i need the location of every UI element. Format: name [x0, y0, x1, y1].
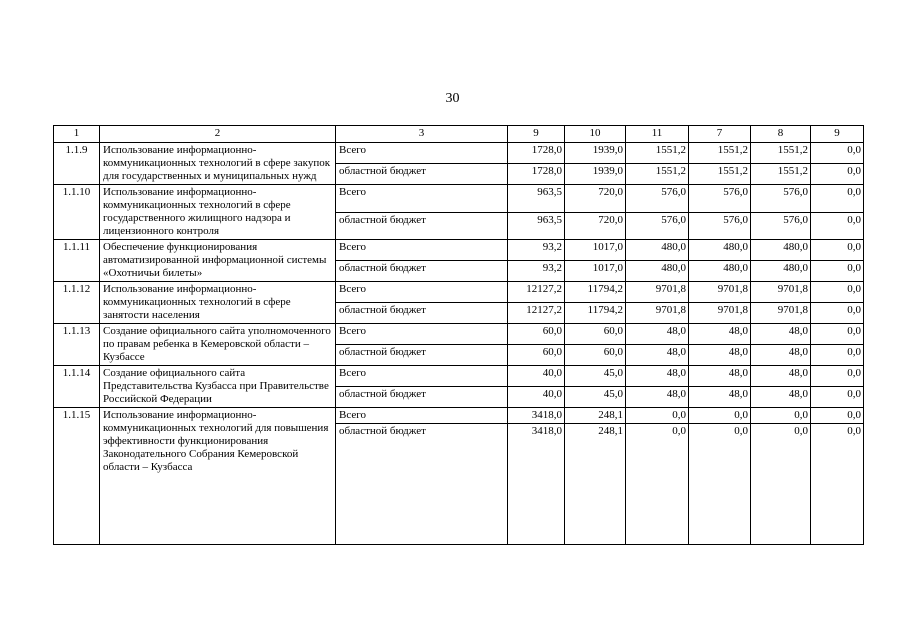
value-cell: 9701,8 — [689, 303, 751, 324]
value-cell: 480,0 — [626, 261, 689, 282]
value-cell: 0,0 — [811, 424, 864, 545]
value-cell: 1551,2 — [689, 143, 751, 164]
value-cell: 0,0 — [811, 185, 864, 213]
value-cell: 963,5 — [508, 212, 565, 240]
value-cell: 9701,8 — [751, 303, 811, 324]
funding-source: Всего — [336, 366, 508, 387]
header-cell: 10 — [565, 126, 626, 143]
funding-source: областной бюджет — [336, 424, 508, 545]
value-cell: 40,0 — [508, 366, 565, 387]
value-cell: 963,5 — [508, 185, 565, 213]
value-cell: 48,0 — [626, 366, 689, 387]
row-name: Использование информационно-коммуникационных технологий для повышения эффективности функционирования Законодательного Собрания Кемеровской области – Кузбасса — [100, 408, 336, 545]
value-cell: 48,0 — [626, 387, 689, 408]
funding-source: Всего — [336, 143, 508, 164]
value-cell: 0,0 — [626, 408, 689, 424]
funding-source: Всего — [336, 408, 508, 424]
row-name: Использование информационно-коммуникационных технологий в сфере занятости населения — [100, 282, 336, 324]
header-row — [54, 126, 864, 143]
value-cell: 60,0 — [508, 324, 565, 345]
value-cell: 12127,2 — [508, 303, 565, 324]
value-cell: 248,1 — [565, 424, 626, 545]
value-cell: 9701,8 — [689, 282, 751, 303]
value-cell: 576,0 — [689, 212, 751, 240]
row-code: 1.1.10 — [54, 185, 100, 240]
value-cell: 93,2 — [508, 261, 565, 282]
funding-source: Всего — [336, 324, 508, 345]
value-cell: 1939,0 — [565, 143, 626, 164]
value-cell: 576,0 — [689, 185, 751, 213]
value-cell: 0,0 — [689, 408, 751, 424]
value-cell: 48,0 — [689, 345, 751, 366]
value-cell: 576,0 — [751, 212, 811, 240]
row-name: Обеспечение функционирования автоматизированной информационной системы «Охотничьи билеты» — [100, 240, 336, 282]
table-row — [54, 366, 864, 387]
value-cell: 1728,0 — [508, 164, 565, 185]
value-cell: 0,0 — [811, 164, 864, 185]
value-cell: 48,0 — [689, 387, 751, 408]
value-cell: 48,0 — [689, 324, 751, 345]
value-cell: 1551,2 — [751, 143, 811, 164]
value-cell: 0,0 — [689, 424, 751, 545]
funding-source: областной бюджет — [336, 387, 508, 408]
value-cell: 480,0 — [626, 240, 689, 261]
value-cell: 480,0 — [751, 240, 811, 261]
value-cell: 93,2 — [508, 240, 565, 261]
page-number: 30 — [445, 91, 460, 106]
value-cell: 0,0 — [811, 261, 864, 282]
value-cell: 48,0 — [751, 366, 811, 387]
value-cell: 60,0 — [508, 345, 565, 366]
value-cell: 1939,0 — [565, 164, 626, 185]
row-name: Использование информационно-коммуникационных технологий в сфере закупок для государственных и муниципальных нужд — [100, 143, 336, 185]
funding-source: областной бюджет — [336, 303, 508, 324]
value-cell: 0,0 — [811, 345, 864, 366]
funding-source: областной бюджет — [336, 345, 508, 366]
row-code: 1.1.13 — [54, 324, 100, 366]
value-cell: 60,0 — [565, 345, 626, 366]
funding-source: областной бюджет — [336, 261, 508, 282]
value-cell: 480,0 — [689, 261, 751, 282]
table-row — [54, 240, 864, 261]
row-name: Создание официального сайта Представительства Кузбасса при Правительстве Российской Федерации — [100, 366, 336, 408]
value-cell: 9701,8 — [626, 282, 689, 303]
value-cell: 0,0 — [751, 424, 811, 545]
value-cell: 0,0 — [811, 408, 864, 424]
value-cell: 9701,8 — [751, 282, 811, 303]
table-row — [54, 324, 864, 345]
funding-source: Всего — [336, 240, 508, 261]
value-cell: 1551,2 — [751, 164, 811, 185]
table-row — [54, 185, 864, 213]
value-cell: 12127,2 — [508, 282, 565, 303]
value-cell: 0,0 — [811, 303, 864, 324]
value-cell: 48,0 — [751, 345, 811, 366]
table-row — [54, 282, 864, 303]
header-cell: 7 — [689, 126, 751, 143]
row-code: 1.1.12 — [54, 282, 100, 324]
value-cell: 1551,2 — [626, 143, 689, 164]
value-cell: 480,0 — [689, 240, 751, 261]
header-cell: 11 — [626, 126, 689, 143]
value-cell: 45,0 — [565, 387, 626, 408]
value-cell: 3418,0 — [508, 424, 565, 545]
header-cell: 1 — [54, 126, 100, 143]
funding-source: областной бюджет — [336, 164, 508, 185]
value-cell: 40,0 — [508, 387, 565, 408]
value-cell: 48,0 — [751, 324, 811, 345]
value-cell: 480,0 — [751, 261, 811, 282]
value-cell: 9701,8 — [626, 303, 689, 324]
row-name: Использование информационно-коммуникационных технологий в сфере государственного жилищного надзора и лицензионного контроля — [100, 185, 336, 240]
value-cell: 0,0 — [811, 324, 864, 345]
value-cell: 3418,0 — [508, 408, 565, 424]
value-cell: 48,0 — [751, 387, 811, 408]
budget-table — [53, 125, 864, 545]
value-cell: 0,0 — [811, 240, 864, 261]
value-cell: 0,0 — [811, 212, 864, 240]
value-cell: 576,0 — [626, 212, 689, 240]
value-cell: 48,0 — [689, 366, 751, 387]
value-cell: 1551,2 — [626, 164, 689, 185]
row-name: Создание официального сайта уполномоченного по правам ребенка в Кемеровской области – Кузбассе — [100, 324, 336, 366]
header-cell: 3 — [336, 126, 508, 143]
value-cell: 1728,0 — [508, 143, 565, 164]
value-cell: 60,0 — [565, 324, 626, 345]
row-code: 1.1.9 — [54, 143, 100, 185]
value-cell: 248,1 — [565, 408, 626, 424]
value-cell: 45,0 — [565, 366, 626, 387]
header-cell: 2 — [100, 126, 336, 143]
value-cell: 11794,2 — [565, 282, 626, 303]
row-code: 1.1.11 — [54, 240, 100, 282]
funding-source: областной бюджет — [336, 212, 508, 240]
value-cell: 0,0 — [626, 424, 689, 545]
header-cell: 8 — [751, 126, 811, 143]
funding-source: Всего — [336, 185, 508, 213]
value-cell: 1017,0 — [565, 240, 626, 261]
value-cell: 0,0 — [751, 408, 811, 424]
value-cell: 0,0 — [811, 366, 864, 387]
value-cell: 720,0 — [565, 212, 626, 240]
table-row — [54, 408, 864, 424]
funding-source: Всего — [336, 282, 508, 303]
value-cell: 0,0 — [811, 143, 864, 164]
value-cell: 576,0 — [626, 185, 689, 213]
value-cell: 1551,2 — [689, 164, 751, 185]
row-code: 1.1.15 — [54, 408, 100, 545]
value-cell: 576,0 — [751, 185, 811, 213]
value-cell: 48,0 — [626, 324, 689, 345]
value-cell: 0,0 — [811, 387, 864, 408]
row-code: 1.1.14 — [54, 366, 100, 408]
header-cell: 9 — [508, 126, 565, 143]
value-cell: 48,0 — [626, 345, 689, 366]
header-cell: 9 — [811, 126, 864, 143]
value-cell: 0,0 — [811, 282, 864, 303]
value-cell: 720,0 — [565, 185, 626, 213]
table-row — [54, 143, 864, 164]
value-cell: 11794,2 — [565, 303, 626, 324]
value-cell: 1017,0 — [565, 261, 626, 282]
